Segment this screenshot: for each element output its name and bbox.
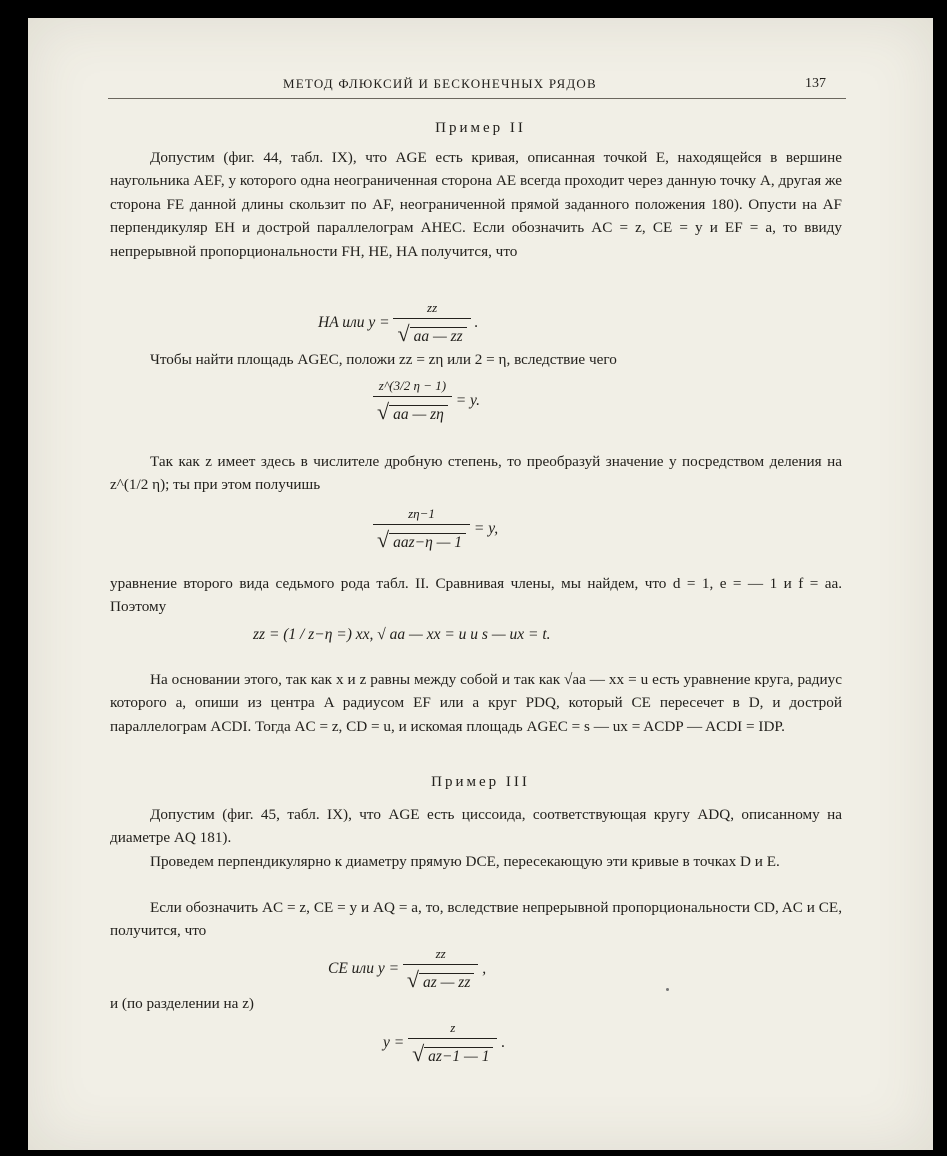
- formula-5: [328, 946, 486, 993]
- formula-1-denominator: [393, 318, 470, 347]
- sqrt-sign-icon: √: [377, 399, 390, 424]
- formula-6-denominator: [408, 1038, 497, 1067]
- sqrt-sign-icon: √: [412, 1041, 425, 1066]
- example-3-paragraph-1: Допустим (фиг. 45, табл. IX), что AGE есть циссоида, соответствующая кругу ADQ, описанному на диаметре AQ 181).: [110, 806, 842, 847]
- formula-3-tail: = y,: [473, 520, 499, 538]
- example-2-paragraph-4: уравнение второго вида седьмого рода табл. II. Сравнивая члены, мы найдем, что d = 1, e = — 1 и f = aa. Поэтому: [110, 575, 842, 616]
- formula-6-tail: .: [501, 1034, 506, 1052]
- example-2-paragraph-3: Так как z имеет здесь в числителе дробную степень, то преобразуй значение y посредством деления на z^(1/2 η); ты при этом получишь: [110, 453, 842, 494]
- formula-2-tail: = y.: [455, 392, 480, 410]
- sqrt-sign-icon: √: [406, 967, 419, 992]
- formula-5-lead: CE или y =: [328, 960, 400, 978]
- example-2-paragraph-2: Чтобы найти площадь AGEC, положи zz = zη или 2 = η, вследствие чего: [150, 351, 617, 368]
- formula-6-lead: y =: [383, 1034, 405, 1052]
- example-3-heading: Пример III: [431, 774, 530, 790]
- book-page: [28, 18, 933, 1150]
- formula-1-fraction: [393, 300, 470, 347]
- example-3-paragraph-4: и (по разделении на z): [110, 995, 254, 1012]
- formula-3-numerator: zη−1: [408, 506, 435, 521]
- formula-2-radicand: aa — zη: [389, 405, 448, 423]
- example-3-paragraph-2: Проведем перпендикулярно к диаметру прямую DCE, пересекающую эти кривые в точках D и E.: [150, 853, 780, 870]
- sqrt-sign-icon: √: [397, 321, 410, 346]
- formula-2-fraction: [373, 378, 452, 425]
- formula-6: [383, 1020, 505, 1067]
- page-number: 137: [805, 76, 826, 91]
- formula-3: [373, 506, 498, 553]
- print-speck: [666, 988, 669, 991]
- formula-1-tail: .: [474, 314, 479, 332]
- formula-2: [373, 378, 480, 425]
- formula-6-radicand: az−1 — 1: [424, 1047, 493, 1065]
- formula-5-numerator: zz: [435, 946, 446, 961]
- formula-6-numerator: z: [450, 1020, 456, 1035]
- formula-1-radicand: aa — zz: [410, 327, 467, 345]
- sqrt-sign-icon: √: [377, 527, 390, 552]
- running-head: МЕТОД ФЛЮКСИЙ И БЕСКОНЕЧНЫХ РЯДОВ: [283, 76, 597, 91]
- formula-3-denominator: [373, 524, 470, 553]
- header-rule: [108, 98, 846, 99]
- formula-2-numerator: z^(3/2 η − 1): [378, 378, 447, 393]
- example-2-heading: Пример II: [435, 120, 526, 136]
- formula-1: [318, 300, 478, 347]
- example-3-paragraph-3: Если обозначить AC = z, CE = y и AQ = a, то, вследствие непрерывной пропорциональности CD, AC и CE, получится, что: [110, 899, 842, 940]
- formula-5-radicand: az — zz: [419, 973, 474, 991]
- formula-1-lead: HA или y =: [318, 314, 390, 332]
- formula-6-fraction: [408, 1020, 497, 1067]
- example-2-paragraph-5: На основании этого, так как x и z равны между собой и так как √aa — xx = u есть уравнение круга, радиус которого a, опиши из центра A радиусом EF или a круг PDQ, который CE пересечет в D, и дострой параллелограм ACDI. Тогда AC = z, CD = u, и искомая площадь AGEC = s — ux = ACDP — ACDI = IDP.: [110, 671, 842, 735]
- formula-5-tail: ,: [482, 960, 487, 978]
- formula-2-denominator: [373, 396, 452, 425]
- formula-4: zz = (1 / z−η =) xx, √ aa — xx = u и s — ux = t.: [253, 626, 551, 643]
- formula-5-fraction: [403, 946, 478, 993]
- formula-5-denominator: [403, 964, 478, 993]
- formula-3-radicand: aaz−η — 1: [389, 533, 466, 551]
- formula-1-numerator: zz: [427, 300, 438, 315]
- formula-3-fraction: [373, 506, 470, 553]
- example-2-paragraph-1: Допустим (фиг. 44, табл. IX), что AGE есть кривая, описанная точкой E, находящейся в вершине наугольника AEF, у которого одна неограниченная сторона AE всегда проходит через данную точку A, другая же сторона FE данной длины скользит по AF, неограниченной прямой заданного положения 180). Опусти на AF перпендикуляр EH и дострой параллелограм AHEC. Если обозначить AC = z, CE = y и EF = a, то ввиду непрерывной пропорциональности FH, HE, HA получится, что: [110, 149, 842, 260]
